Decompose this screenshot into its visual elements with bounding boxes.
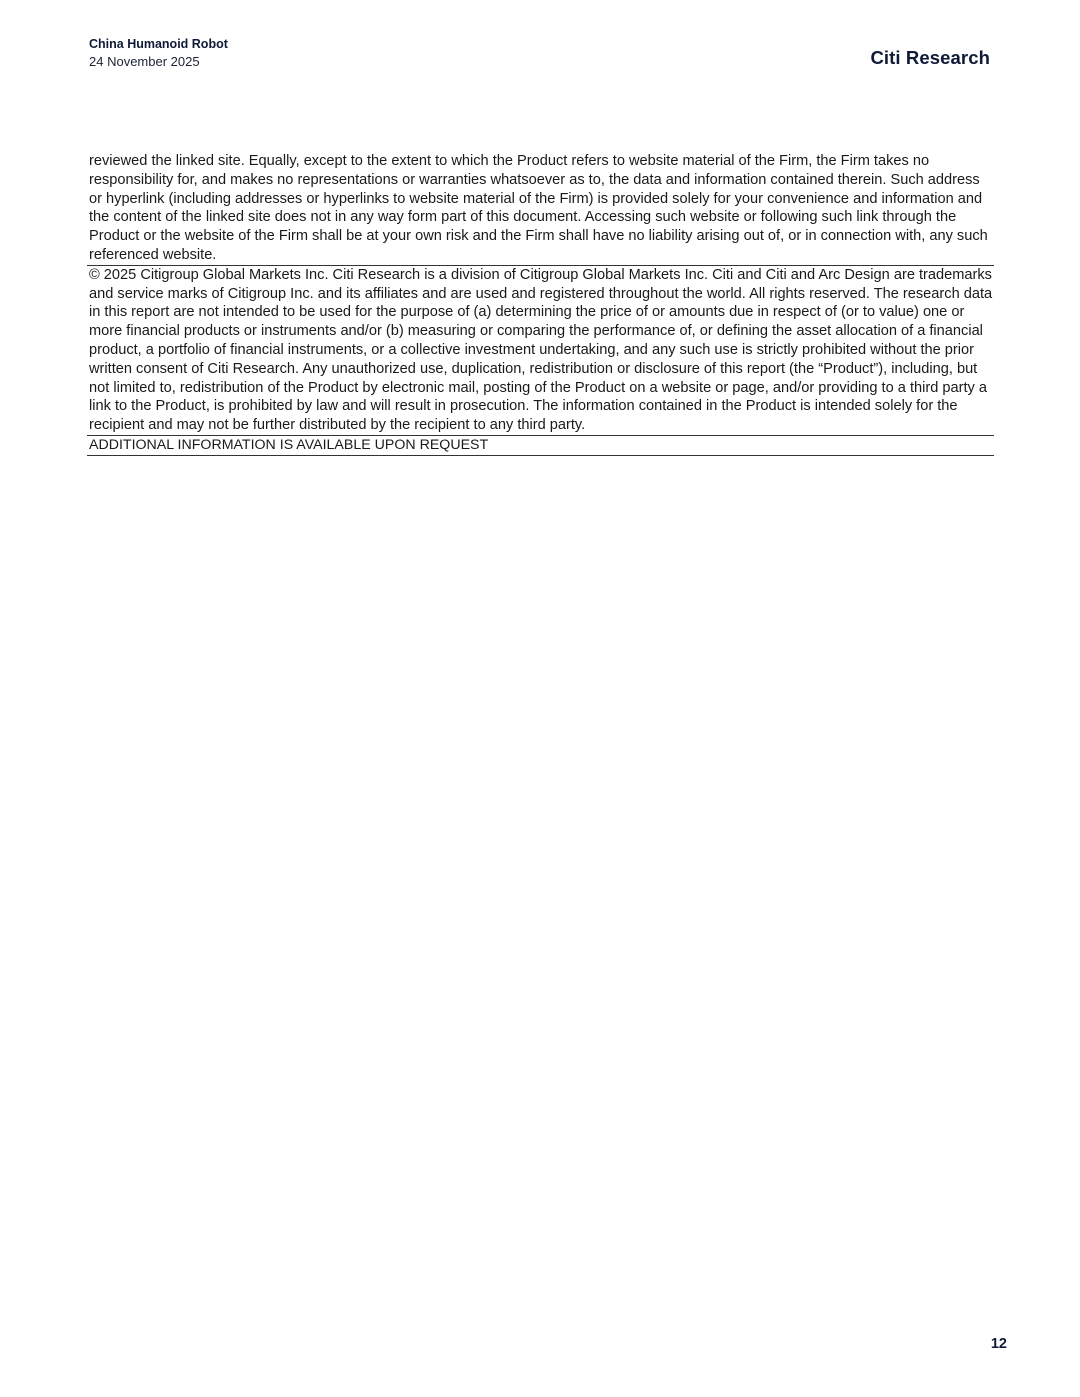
paragraph-additional-info: ADDITIONAL INFORMATION IS AVAILABLE UPON REQUEST [87, 436, 994, 456]
disclosure-body [87, 152, 994, 456]
document-header [89, 36, 228, 70]
paragraph-linked-site: reviewed the linked site. Equally, except to the extent to which the Product refers to website material of the Firm, the Firm takes no responsibility for, and makes no representations or warranties whatsoever as to, the data and information contained therein. Such address or hyperlink (including addresses or hyperlinks to website material of the Firm) is provided solely for your convenience and information and the content of the linked site does not in any way form part of this document. Accessing such website or following such link through the Product or the website of the Firm shall be at your own risk and the Firm shall have no liability arising out of, or in connection with, any such referenced website. [87, 152, 994, 266]
document-title: China Humanoid Robot [89, 37, 228, 51]
paragraph-copyright: © 2025 Citigroup Global Markets Inc. Citi Research is a division of Citigroup Global Markets Inc. Citi and Citi and Arc Design are trademarks and service marks of Citigroup Inc. and its affiliates and are used and registered throughout the world. All rights reserved. The research data in this report are not intended to be used for the purpose of (a) determining the price of or amounts due in respect of (or to value) one or more financial products or instruments and/or (b) measuring or comparing the performance of, or defining the asset allocation of a financial product, a portfolio of financial instruments, or a collective investment undertaking, and any such use is strictly prohibited without the prior written consent of Citi Research. Any unauthorized use, duplication, redistribution or disclosure of this report (the “Product”), including, but not limited to, redistribution of the Product by electronic mail, posting of the Product on a website or page, and/or providing to a third party a link to the Product, is prohibited by law and will result in prosecution. The information contained in the Product is intended solely for the recipient and may not be further distributed by the recipient to any third party. [87, 266, 994, 436]
document-date: 24 November 2025 [89, 54, 200, 69]
brand-logo-text: Citi Research [870, 47, 990, 68]
page-number: 12 [990, 1336, 1007, 1352]
